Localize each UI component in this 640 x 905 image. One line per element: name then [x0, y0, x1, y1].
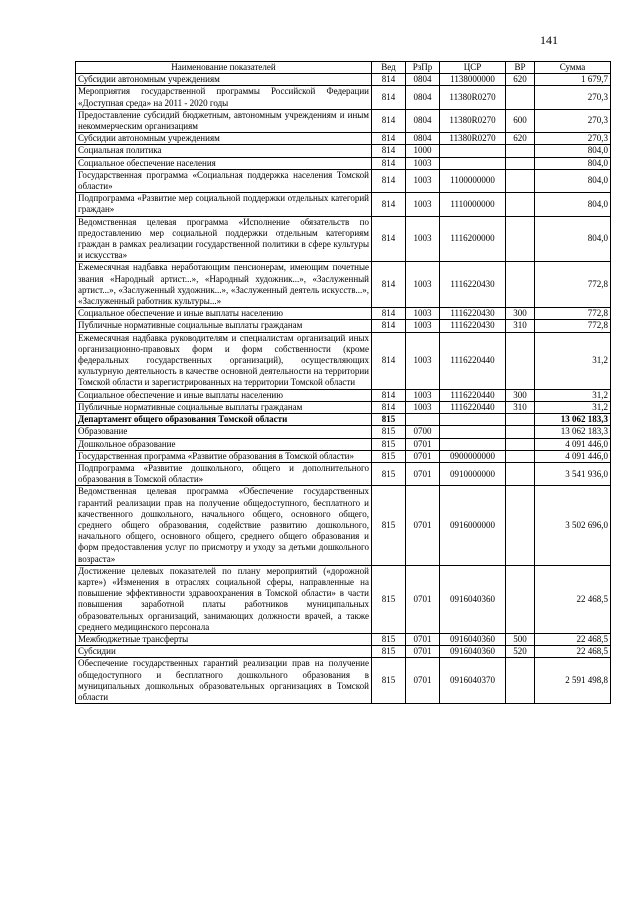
cell-rzpr: 1003 — [406, 401, 440, 413]
table-row — [76, 216, 611, 262]
cell-sum: 22 468,5 — [535, 633, 611, 645]
cell-rzpr: 0701 — [406, 486, 440, 565]
cell-rzpr: 0804 — [406, 133, 440, 145]
cell-sum: 772,8 — [535, 262, 611, 308]
cell-sum: 4 091 446,0 — [535, 450, 611, 462]
cell-name: Дошкольное образование — [76, 438, 372, 450]
table-row — [76, 565, 611, 633]
cell-csr: 0916040370 — [440, 658, 506, 704]
header-csr: ЦСР — [440, 62, 506, 74]
cell-ved: 814 — [372, 308, 406, 320]
header-sum: Сумма — [535, 62, 611, 74]
cell-sum: 13 062 183,3 — [535, 414, 611, 426]
table-row — [76, 157, 611, 169]
cell-name: Межбюджетные трансферты — [76, 633, 372, 645]
cell-csr: 11380R0270 — [440, 86, 506, 109]
cell-ved: 814 — [372, 389, 406, 401]
table-row — [76, 133, 611, 145]
cell-name: Подпрограмма «Развитие мер социальной поддержки отдельных категорий граждан» — [76, 193, 372, 216]
cell-vr: 310 — [506, 401, 535, 413]
cell-rzpr: 0701 — [406, 646, 440, 658]
cell-vr — [506, 193, 535, 216]
table-row — [76, 74, 611, 86]
cell-name: Департамент общего образования Томской области — [76, 414, 372, 426]
cell-rzpr: 0804 — [406, 109, 440, 132]
cell-sum: 804,0 — [535, 216, 611, 262]
cell-sum: 804,0 — [535, 169, 611, 192]
cell-rzpr: 1003 — [406, 332, 440, 389]
cell-sum: 804,0 — [535, 145, 611, 157]
cell-sum: 13 062 183,3 — [535, 426, 611, 438]
cell-vr — [506, 565, 535, 633]
cell-name: Социальное обеспечение населения — [76, 157, 372, 169]
cell-csr: 1100000000 — [440, 169, 506, 192]
cell-sum: 22 468,5 — [535, 646, 611, 658]
cell-vr — [506, 426, 535, 438]
cell-csr: 0900000000 — [440, 450, 506, 462]
cell-csr: 0916040360 — [440, 633, 506, 645]
cell-csr — [440, 426, 506, 438]
cell-sum: 804,0 — [535, 157, 611, 169]
table-row — [76, 86, 611, 109]
table-row — [76, 320, 611, 332]
table-row — [76, 169, 611, 192]
cell-ved: 814 — [372, 193, 406, 216]
cell-sum: 270,3 — [535, 86, 611, 109]
cell-ved: 814 — [372, 157, 406, 169]
cell-csr: 1116220440 — [440, 401, 506, 413]
table-header-row — [76, 62, 611, 74]
table-row — [76, 486, 611, 565]
table-row — [76, 332, 611, 389]
cell-vr: 300 — [506, 389, 535, 401]
table-row — [76, 414, 611, 426]
cell-vr: 620 — [506, 133, 535, 145]
cell-rzpr: 1003 — [406, 308, 440, 320]
cell-name: Мероприятия государственной программы Российской Федерации «Доступная среда» на 2011 - 2020 годы — [76, 86, 372, 109]
table-row — [76, 462, 611, 485]
table-row — [76, 658, 611, 704]
cell-sum: 772,8 — [535, 320, 611, 332]
header-rzpr: РзПр — [406, 62, 440, 74]
cell-csr: 1116220430 — [440, 308, 506, 320]
cell-rzpr: 0701 — [406, 658, 440, 704]
header-vr: ВР — [506, 62, 535, 74]
table-row — [76, 450, 611, 462]
cell-rzpr: 1003 — [406, 262, 440, 308]
cell-vr: 310 — [506, 320, 535, 332]
cell-sum: 270,3 — [535, 133, 611, 145]
cell-vr — [506, 332, 535, 389]
cell-name: Подпрограмма «Развитие дошкольного, общего и дополнительного образования в Томской области» — [76, 462, 372, 485]
cell-name: Ведомственная целевая программа «Исполнение обязательств по предоставлению мер социальной поддержки отдельным категориям граждан в рамках реализации государственной политики в сфере культуры и искусства» — [76, 216, 372, 262]
table-row — [76, 308, 611, 320]
table-row — [76, 633, 611, 645]
cell-name: Субсидии — [76, 646, 372, 658]
cell-vr — [506, 414, 535, 426]
cell-vr: 620 — [506, 74, 535, 86]
header-name: Наименование показателей — [76, 62, 372, 74]
cell-vr — [506, 169, 535, 192]
cell-name: Ежемесячная надбавка руководителям и специалистам организаций иных организационно-правовых форм и форм собственности (кроме федеральных государственных организаций), осуществляющих культурную деятельность в качестве основной деятельности на территории Томской области и зарегистрированных на территории Томской области — [76, 332, 372, 389]
cell-rzpr: 0700 — [406, 426, 440, 438]
cell-sum: 3 541 936,0 — [535, 462, 611, 485]
cell-name: Социальное обеспечение и иные выплаты населению — [76, 389, 372, 401]
cell-vr — [506, 450, 535, 462]
cell-name: Ведомственная целевая программа «Обеспечение государственных гарантий реализации прав на получение общедоступного, бесплатного и качественного дошкольного, начального общего, основного общего, среднего общего образования, содействие развитию дошкольного, начального общего, основного общего, среднего общего образования и форм предоставления услуг по присмотру и уходу за детьми дошкольного возраста» — [76, 486, 372, 565]
cell-ved: 815 — [372, 450, 406, 462]
cell-csr: 0916040360 — [440, 646, 506, 658]
cell-name: Предоставление субсидий бюджетным, автономным учреждениям и иным некоммерческим организациям — [76, 109, 372, 132]
cell-vr — [506, 486, 535, 565]
cell-name: Субсидии автономным учреждениям — [76, 74, 372, 86]
cell-vr — [506, 658, 535, 704]
cell-vr — [506, 262, 535, 308]
cell-ved: 815 — [372, 462, 406, 485]
cell-rzpr: 1003 — [406, 320, 440, 332]
cell-csr — [440, 414, 506, 426]
cell-csr: 0916040360 — [440, 565, 506, 633]
cell-rzpr: 1003 — [406, 157, 440, 169]
cell-ved: 815 — [372, 486, 406, 565]
cell-ved: 814 — [372, 86, 406, 109]
cell-sum: 31,2 — [535, 401, 611, 413]
table-row — [76, 401, 611, 413]
table-row — [76, 426, 611, 438]
cell-rzpr: 0701 — [406, 450, 440, 462]
cell-vr: 500 — [506, 633, 535, 645]
cell-sum: 804,0 — [535, 193, 611, 216]
cell-vr — [506, 145, 535, 157]
cell-ved: 815 — [372, 658, 406, 704]
cell-rzpr: 0804 — [406, 86, 440, 109]
cell-ved: 814 — [372, 145, 406, 157]
cell-name: Государственная программа «Развитие образования в Томской области» — [76, 450, 372, 462]
cell-csr: 1116220440 — [440, 389, 506, 401]
cell-name: Ежемесячная надбавка неработающим пенсионерам, имеющим почетные звания «Народный артист...», «Народный художник...», «Заслуженный артист...», «Заслуженный художник...», «Заслуженный деятель искусств...», «Заслуженный работник культуры...» — [76, 262, 372, 308]
header-ved: Вед — [372, 62, 406, 74]
cell-ved: 815 — [372, 565, 406, 633]
cell-vr — [506, 438, 535, 450]
cell-name: Социальное обеспечение и иные выплаты населению — [76, 308, 372, 320]
cell-csr: 0910000000 — [440, 462, 506, 485]
cell-vr: 600 — [506, 109, 535, 132]
cell-ved: 814 — [372, 332, 406, 389]
cell-csr: 1116220440 — [440, 332, 506, 389]
table-body — [76, 74, 611, 704]
cell-rzpr: 1003 — [406, 193, 440, 216]
cell-vr — [506, 157, 535, 169]
cell-ved: 814 — [372, 169, 406, 192]
cell-rzpr: 1003 — [406, 169, 440, 192]
budget-table — [75, 61, 611, 704]
cell-ved: 814 — [372, 401, 406, 413]
cell-csr: 1110000000 — [440, 193, 506, 216]
cell-sum: 4 091 446,0 — [535, 438, 611, 450]
cell-sum: 3 502 696,0 — [535, 486, 611, 565]
cell-ved: 815 — [372, 426, 406, 438]
cell-ved: 814 — [372, 216, 406, 262]
cell-rzpr — [406, 414, 440, 426]
cell-vr — [506, 216, 535, 262]
table-row — [76, 389, 611, 401]
cell-ved: 815 — [372, 646, 406, 658]
cell-name: Государственная программа «Социальная поддержка населения Томской области» — [76, 169, 372, 192]
page-number: 141 — [540, 33, 558, 47]
table-row — [76, 438, 611, 450]
cell-sum: 772,8 — [535, 308, 611, 320]
cell-name: Достижение целевых показателей по плану мероприятий («дорожной карте») «Изменения в отраслях социальной сферы, направленные на повышение эффективности здравоохранения в Томской области» в части повышения заработной платы работников муниципальных образовательных организаций, занимающих должности врачей, а также среднего медицинского персонала — [76, 565, 372, 633]
table-row — [76, 109, 611, 132]
cell-name: Субсидии автономным учреждениям — [76, 133, 372, 145]
cell-csr: 1116220430 — [440, 320, 506, 332]
table-row — [76, 145, 611, 157]
table-row — [76, 193, 611, 216]
cell-name: Публичные нормативные социальные выплаты гражданам — [76, 320, 372, 332]
cell-csr: 1116220430 — [440, 262, 506, 308]
cell-rzpr: 0701 — [406, 462, 440, 485]
cell-ved: 815 — [372, 633, 406, 645]
cell-rzpr: 1003 — [406, 389, 440, 401]
cell-rzpr: 1003 — [406, 216, 440, 262]
table-row — [76, 646, 611, 658]
cell-sum: 270,3 — [535, 109, 611, 132]
cell-csr: 11380R0270 — [440, 133, 506, 145]
cell-rzpr: 0804 — [406, 74, 440, 86]
cell-vr — [506, 462, 535, 485]
cell-ved: 814 — [372, 109, 406, 132]
cell-rzpr: 0701 — [406, 438, 440, 450]
cell-sum: 1 679,7 — [535, 74, 611, 86]
cell-sum: 31,2 — [535, 389, 611, 401]
cell-vr — [506, 86, 535, 109]
cell-csr — [440, 157, 506, 169]
cell-sum: 22 468,5 — [535, 565, 611, 633]
cell-name: Обеспечение государственных гарантий реализации прав на получение общедоступного и бесплатного дошкольного образования в муниципальных дошкольных образовательных организациях в Томской области — [76, 658, 372, 704]
cell-vr: 520 — [506, 646, 535, 658]
cell-sum: 31,2 — [535, 332, 611, 389]
cell-sum: 2 591 498,8 — [535, 658, 611, 704]
cell-csr: 1116200000 — [440, 216, 506, 262]
cell-ved: 815 — [372, 414, 406, 426]
cell-csr — [440, 438, 506, 450]
cell-name: Публичные нормативные социальные выплаты гражданам — [76, 401, 372, 413]
cell-ved: 814 — [372, 262, 406, 308]
cell-rzpr: 0701 — [406, 565, 440, 633]
cell-rzpr: 1000 — [406, 145, 440, 157]
cell-csr: 11380R0270 — [440, 109, 506, 132]
cell-csr — [440, 145, 506, 157]
cell-ved: 814 — [372, 133, 406, 145]
cell-vr: 300 — [506, 308, 535, 320]
cell-name: Социальная политика — [76, 145, 372, 157]
cell-csr: 1138000000 — [440, 74, 506, 86]
cell-ved: 814 — [372, 74, 406, 86]
cell-ved: 815 — [372, 438, 406, 450]
cell-name: Образование — [76, 426, 372, 438]
cell-rzpr: 0701 — [406, 633, 440, 645]
cell-ved: 814 — [372, 320, 406, 332]
cell-csr: 0916000000 — [440, 486, 506, 565]
table-row — [76, 262, 611, 308]
